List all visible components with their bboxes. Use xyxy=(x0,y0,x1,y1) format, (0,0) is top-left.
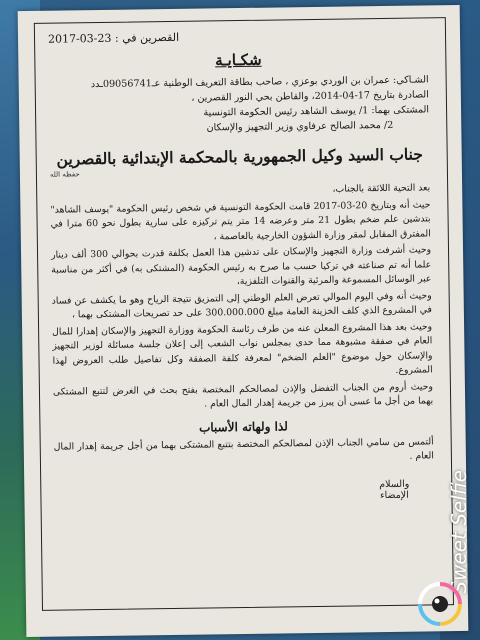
document-paper xyxy=(18,5,469,637)
document-date: القصرين في : 23-03-2017 xyxy=(47,30,180,46)
request-paragraph: ألتمس من سامي الجناب الإذن لمصالحكم المختصة بتتبع المشتكى بهما من أجل جريمة إهدار المال العام . xyxy=(53,435,434,462)
signature-label: الإمضاء xyxy=(379,489,409,501)
closing-text: والسلام xyxy=(379,478,410,490)
greeting: بعد التحية اللائقة بالجناب، xyxy=(332,182,431,195)
camera-logo-icon xyxy=(418,582,462,626)
paragraph-1: حيث أنه وبتاريخ 20-03-2017 قامت الحكومة التونسية في شخص رئيس الحكومة "يوسف الشاهد" بتدشين علم ضخم بطول 21 متر وعرضه 14 متر يتم تركيزه على سارية بطول نحو 60 مترا في المفترق المقابل لمقر وزارة الشؤون الخارجية بالعاصمة ، xyxy=(50,198,431,242)
issued-line: الصادرة بتاريخ 17-04-2014، والقاطن بحي النور القصرين ، xyxy=(191,89,429,104)
document-content xyxy=(48,27,435,505)
paragraph-4: وحيث بعد هذا المشروع المعلن عنه من طرف رئاسة الحكومة ووزارة التجهيز والإسكان إهدارا للمال العام في صفقة مشبوهة مما حدى بمجلس نواب الشعب إلى إعلان جلسة مسائلة لوزير التجهيز والإسكان حول موضوع "العلم الضخم" لمعرفة كلفة الصفقة وكل تفاصيل طلب العروض لهذا المشروع. xyxy=(52,320,433,376)
watermark-text: Sweet Selfie xyxy=(447,470,471,594)
accused-line-2: 2/ محمد الصالح عرفاوي وزير التجهيز والإسكان xyxy=(206,119,394,134)
paragraph-2: وحيث أشرفت وزارة التجهيز والإسكان على تدشين هذا العمل بكلفة قدرت بحوالي 300 ألف دينار علما أنه تم صناعته في تركيا حسب ما صرح به رئيس الحكومة (المشتكى به) في أكثر من مناسبة عبر الوسائل المسموعة والمرئية والقنوات التلفزية، xyxy=(50,244,432,288)
document-title: شكـايـة xyxy=(215,50,262,70)
paragraph-5: وحيث أروم من الجناب التفضل والإذن لمصالحكم المختصة بفتح بحث في الغرض لتتبع المشتكى بهما من أجل ما عسى أن يبرز من جريمة إهدار المال العام . xyxy=(52,380,434,410)
reasons-heading: لذا ولهاته الأسباب xyxy=(198,418,289,435)
complainant-line: الشـاكي: عمران بن الوردي بوعزي ، صاحب بطاقة التعريف الوطنية عـ09056741ـدد xyxy=(90,74,429,91)
honorific: حفظه الله xyxy=(49,170,80,179)
paragraph-3: وحيث أنه وفي اليوم الموالي تعرض العلم الوطني إلى التمزيق نتيجة الرياح وهو ما يكشف عن فساد في المشروع الذي كلف الخزينة العامة مبلغ 300.000.000 على حد تصريحات المشتكى بهما ، xyxy=(51,289,432,321)
addressee-heading: جناب السيد وكيل الجمهورية بالمحكمة الإبتدائية بالقصرين xyxy=(56,144,423,169)
accused-line-1: المشتكى بهما: 1/ يوسف الشاهد رئيس الحكومة التونسية xyxy=(203,104,430,119)
signature-block xyxy=(354,478,434,501)
